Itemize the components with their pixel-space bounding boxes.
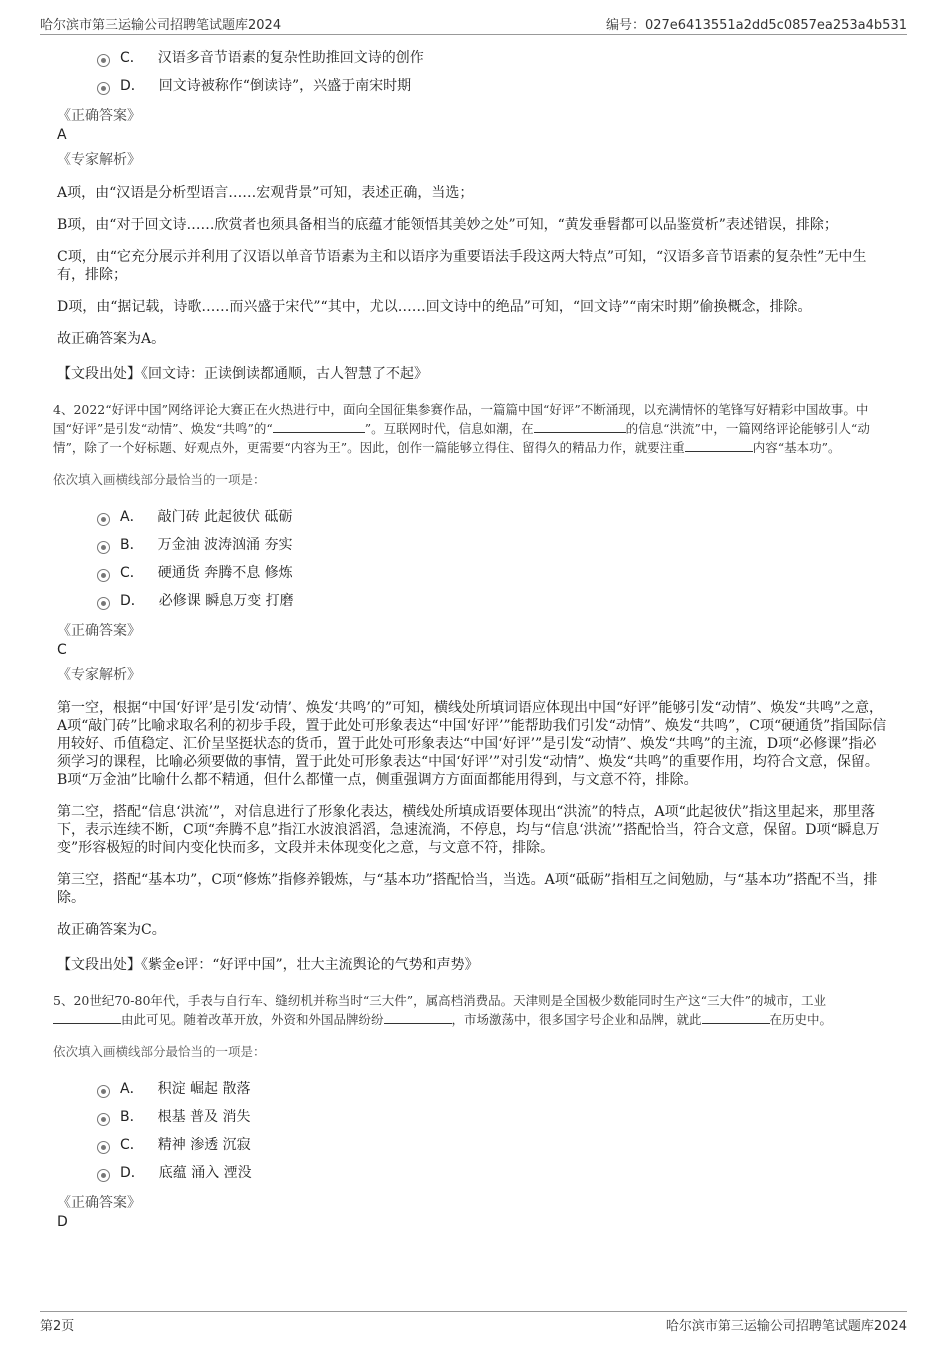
- q3-analysis-b: B项，由“对于回文诗……欣赏者也须具备相当的底蕴才能领悟其美妙之处”可知，“黄发垂髫都可以品鉴赏析”表述错误，排除；: [57, 217, 838, 233]
- option-letter: C．: [120, 565, 144, 581]
- option-letter: B．: [120, 537, 144, 553]
- radio-icon[interactable]: [97, 1113, 110, 1126]
- option-letter: D．: [120, 593, 145, 609]
- q3-answer-label: 《正确答案》: [57, 108, 141, 124]
- answer-blank: [534, 420, 626, 433]
- option-text: 万金油 波涛汹涌 夯实: [157, 537, 293, 553]
- page-number: 第2页: [40, 1319, 75, 1334]
- q4-options: [97, 503, 887, 615]
- q5-stem: [53, 991, 887, 1029]
- answer-blank: [702, 1011, 770, 1024]
- q3-analysis-a: A项，由“汉语是分析型语言……宏观背景”可知，表述正确，当选；: [57, 185, 474, 201]
- option-letter: A．: [120, 509, 144, 525]
- option-letter: A．: [120, 1081, 144, 1097]
- option-text: 根基 普及 消失: [157, 1109, 251, 1125]
- q5-option-a[interactable]: [97, 1075, 887, 1103]
- answer-blank: [384, 1011, 452, 1024]
- q3-option-d[interactable]: [97, 72, 887, 100]
- q3-option-c[interactable]: [97, 44, 887, 72]
- q3-source: 【文段出处】《回文诗：正读倒读都通顺，古人智慧了不起》: [57, 366, 428, 382]
- q5-stem-part: 5、20世纪70-80年代，手表与自行车、缝纫机并称当时“三大件”，属高档消费品。天津则是全国极少数能同时生产这“三大件”的城市，工业: [53, 993, 826, 1008]
- q4-answer-label: 《正确答案》: [57, 623, 141, 639]
- option-letter: D．: [120, 1165, 145, 1181]
- radio-icon[interactable]: [97, 597, 110, 610]
- q5-stem-part: 由此可见。随着改革开放，外资和外国品牌纷纷: [121, 1012, 384, 1027]
- q5-option-c[interactable]: [97, 1131, 887, 1159]
- q4-answer: C: [57, 642, 67, 658]
- q4-analysis-3: 第三空，搭配“基本功”，C项“修炼”指修养锻炼，与“基本功”搭配恰当，当选。A项“砥砺”指相互之间勉励，与“基本功”搭配不当，排除。: [57, 872, 878, 906]
- q4-analysis-label: 《专家解析》: [57, 667, 141, 683]
- option-text: 回文诗被称作“倒读诗”，兴盛于南宋时期: [158, 78, 412, 94]
- radio-icon[interactable]: [97, 54, 110, 67]
- page-content: [53, 44, 887, 1231]
- q4-option-b[interactable]: [97, 531, 887, 559]
- q3-analysis-d: D项，由“据记载，诗歌……而兴盛于宋代”“其中，尤以……回文诗中的绝品”可知，“回文诗”“南宋时期”偷换概念，排除。: [57, 299, 812, 315]
- q3-answer: A: [57, 127, 67, 143]
- q4-analysis-1: 第一空，根据“中国‘好评’是引发‘动情’、焕发‘共鸣’的”可知，横线处所填词语应体现出中国“好评”能够引发“动情”、焕发“共鸣”之意，A项“敲门砖”比喻求取名利的初步手段，置于此处可形象表达“中国‘好评’”能帮助我们引发“动情”、焕发“共鸣”，C项“硬通货”指国际信用较好、币值稳定、汇价呈坚挺状态的货币，置于此处可形象表达“中国‘好评’”是引发“动情”、焕发“共鸣”的主流，D项“必修课”指必须学习的课程，比喻必须要做的事情，置于此处可形象表达“中国‘好评’”对引发“动情”、焕发“共鸣”的重要作用，均符合文意，保留。B项“万金油”比喻什么都不精通，但什么都懂一点，侧重强调方方面面都能用得到，与文意不符，排除。: [57, 700, 887, 788]
- q5-answer-label: 《正确答案》: [57, 1195, 141, 1211]
- q4-analysis-2: 第二空，搭配“信息‘洪流’”，对信息进行了形象化表达，横线处所填成语要体现出“洪流”的特点，A项“此起彼伏”指这里起来，那里落下，表示连续不断，C项“奔腾不息”指江水波浪滔滔，急速流淌，不停息，均与“信息‘洪流’”搭配恰当，符合文意，保留。D项“瞬息万变”形容极短的时间内变化快而多，文段并未体现变化之意，与文意不符，排除。: [57, 804, 880, 856]
- q5-stem-part: ，市场激荡中，很多国字号企业和品牌，就此: [451, 1012, 702, 1027]
- q4-stem-part: 4、2022“好评中国”网络评论大赛正在火热进行中，面向全国征集参赛作品，一篇篇中国“好评”不断涌现，以充满情怀的笔锋写好精彩中国故事。中国“好评”是引发“动情”、焕发“共鸣”的“: [53, 402, 869, 436]
- radio-icon[interactable]: [97, 1085, 110, 1098]
- radio-icon[interactable]: [97, 541, 110, 554]
- q3-analysis-c: C项，由“它充分展示并利用了汉语以单音节语素为主和以语序为重要语法手段这两大特点”可知，“汉语多音节语素的复杂性”无中生有，排除；: [57, 249, 867, 283]
- radio-icon[interactable]: [97, 82, 110, 95]
- option-text: 硬通货 奔腾不息 修炼: [157, 565, 293, 581]
- q4-option-c[interactable]: [97, 559, 887, 587]
- option-text: 汉语多音节语素的复杂性助推回文诗的创作: [157, 50, 424, 66]
- page-footer: [40, 1311, 907, 1336]
- radio-icon[interactable]: [97, 569, 110, 582]
- q4-option-a[interactable]: [97, 503, 887, 531]
- q4-stem: [53, 400, 887, 457]
- option-text: 敲门砖 此起彼伏 砥砺: [157, 509, 293, 525]
- q3-options: [97, 44, 887, 100]
- answer-blank: [685, 439, 753, 452]
- option-letter: D．: [120, 78, 145, 94]
- option-text: 必修课 瞬息万变 打磨: [158, 593, 294, 609]
- header-doc-id: 编号：027e6413551a2dd5c0857ea253a4b531: [605, 18, 907, 33]
- q5-option-b[interactable]: [97, 1103, 887, 1131]
- q5-answer: D: [57, 1214, 68, 1230]
- q4-instruction: 依次填入画横线部分最恰当的一项是：: [53, 472, 266, 487]
- radio-icon[interactable]: [97, 1141, 110, 1154]
- q5-options: [97, 1075, 887, 1187]
- option-letter: C．: [120, 50, 144, 66]
- q4-conclusion: 故正确答案为C。: [57, 922, 166, 938]
- radio-icon[interactable]: [97, 1169, 110, 1182]
- option-letter: C．: [120, 1137, 144, 1153]
- page-header: [40, 12, 907, 35]
- q4-stem-part: 内容“基本功”。: [752, 440, 841, 455]
- q3-conclusion: 故正确答案为A。: [57, 331, 166, 347]
- q5-instruction: 依次填入画横线部分最恰当的一项是：: [53, 1044, 266, 1059]
- header-title: 哈尔滨市第三运输公司招聘笔试题库2024: [40, 18, 282, 33]
- q4-stem-part: 的信息“洪流”中，一篇网络评论能够引人“动情”，除了一个好标题、好观点外，更需要“内容为王”。因此，创作一篇能够立得住、留得久的精品力作，就要注重: [53, 421, 870, 455]
- footer-title: 哈尔滨市第三运输公司招聘笔试题库2024: [665, 1319, 907, 1334]
- option-text: 底蕴 涌入 湮没: [158, 1165, 252, 1181]
- q5-stem-part: 在历史中。: [769, 1012, 833, 1027]
- option-letter: B．: [120, 1109, 144, 1125]
- option-text: 积淀 崛起 散落: [157, 1081, 251, 1097]
- radio-icon[interactable]: [97, 513, 110, 526]
- q4-stem-part: ”。互联网时代，信息如潮，在: [364, 421, 534, 436]
- q4-option-d[interactable]: [97, 587, 887, 615]
- q5-option-d[interactable]: [97, 1159, 887, 1187]
- answer-blank: [53, 1011, 121, 1024]
- answer-blank: [273, 420, 365, 433]
- q3-analysis-label: 《专家解析》: [57, 152, 141, 168]
- option-text: 精神 渗透 沉寂: [157, 1137, 251, 1153]
- q4-source: 【文段出处】《紫金e评：“好评中国”，壮大主流舆论的气势和声势》: [57, 957, 479, 973]
